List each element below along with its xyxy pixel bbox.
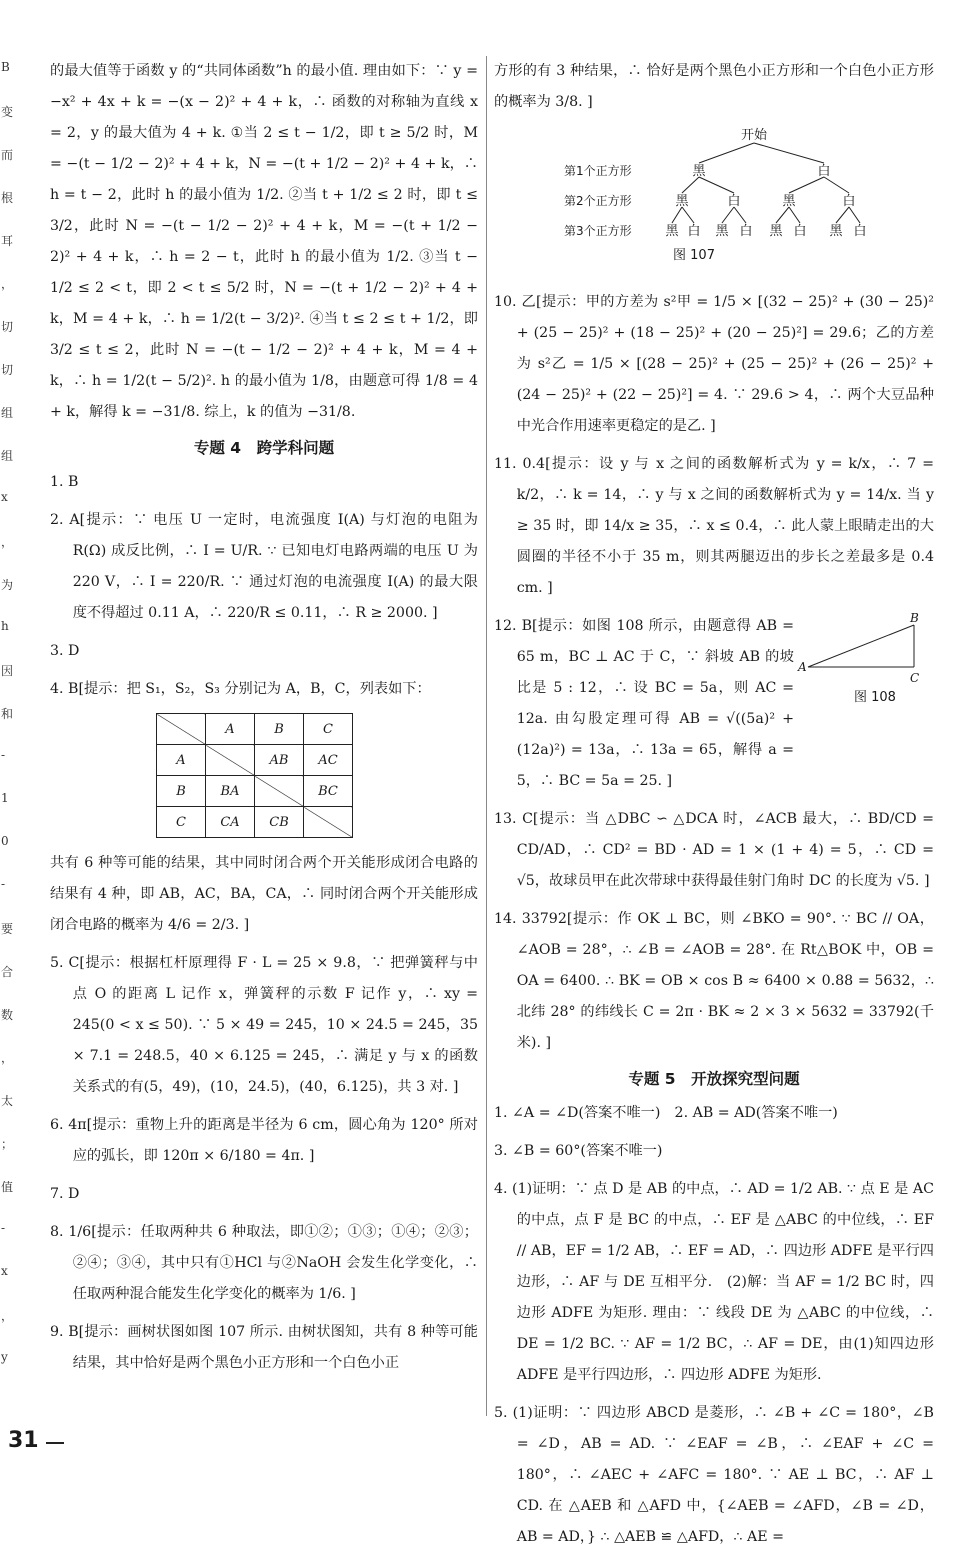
tree-diagram-figure-107 [494, 125, 934, 279]
right-column [494, 56, 934, 1545]
tree-leaf: 白 [853, 224, 867, 239]
tree-leaf: 黑 [769, 224, 783, 239]
table-cell: A [157, 745, 206, 776]
table-cell: B [157, 776, 206, 807]
tree-node: 黑 [782, 194, 796, 209]
edge-char: ， [1, 535, 14, 549]
edge-char: 切 [1, 320, 14, 334]
table-cell: CA [206, 807, 255, 838]
page-number: 31 [8, 1428, 39, 1453]
table-cell: AB [255, 745, 304, 776]
edge-char: 因 [1, 664, 14, 678]
table-cell: BC [304, 776, 353, 807]
table-cell: BA [206, 776, 255, 807]
answer-7: 7. D [50, 1186, 80, 1202]
answer-6: 6. 4π[提示：重物上升的距离是半径为 6 cm，圆心角为 120° 所对应的弧长，即 120π × 6/180 = 4π. ] [50, 1117, 478, 1164]
edge-char: 1 [1, 791, 9, 805]
answer-3: 3. D [50, 643, 80, 659]
answer-9: 9. B[提示：画树状图如图 107 所示. 由树状图知，共有 8 种等可能结果，其中恰好是两个黑色小正方形和一个白色小正 [50, 1324, 478, 1371]
table-header-cell: A [206, 714, 255, 745]
edge-char: ； [1, 1137, 14, 1151]
tree-node: 白 [817, 164, 831, 179]
edge-char: x [1, 1264, 8, 1278]
table-header-cell: B [255, 714, 304, 745]
answer-8: 8. 1/6[提示：任取两种共 6 种取法，即①②；①③；①④；②③；②④；③④，其中只有①HCl 与②NaOH 会发生化学变化，∴ 任取两种混合能发生化学变化的概率为 1/6. ] [50, 1224, 478, 1302]
table-cell [304, 807, 353, 838]
edge-char: 合 [1, 965, 14, 979]
answer-11: 11. 0.4[提示：设 y 与 x 之间的函数解析式为 y = k/x，∴ 7 = k/2，∴ k = 14，∴ y 与 x 之间的函数解析式为 y = 14/x. 当 y ≥ 35 时，即 14/x ≥ 35，∴ x ≤ 0.4，∴ 此人蒙上眼睛走出的大圆圈的半径不小于 35 m，则其两腿迈出的步长之差最多是 0.4 cm. ] [494, 456, 934, 596]
tree-start-label: 开始 [740, 128, 768, 143]
edge-char: 要 [1, 922, 14, 936]
table-header-cell: C [304, 714, 353, 745]
edge-char: ， [1, 1051, 14, 1065]
tree-node: 黑 [675, 194, 689, 209]
answer-12-block [494, 611, 934, 804]
answer-4-continued: 共有 6 种等可能的结果，其中同时闭合两个开关能形成闭合电路的结果有 4 种，即 AB，AC，BA，CA，∴ 同时闭合两个开关能形成闭合电路的概率为 4/6 = 2/3. ] [50, 855, 478, 933]
figure-108-caption: 图 108 [854, 690, 896, 705]
table-cell [206, 745, 255, 776]
left-column [50, 56, 478, 1426]
table-cell: C [157, 807, 206, 838]
tree-leaf: 黑 [665, 224, 679, 239]
edge-char: 组 [1, 406, 14, 420]
answers-1-2: 1. ∠A = ∠D(答案不唯一) 2. AB = AD(答案不唯一) [494, 1105, 838, 1121]
edge-char: x [1, 490, 8, 504]
point-c-label: C [910, 671, 920, 685]
continued-solution: 的最大值等于函数 y 的“共同体函数”h 的最小值. 理由如下：∵ y = −x² + 4x + k = −(x − 2)² + 4 + k，∴ 函数的对称轴为直线 x = 2，y 的最大值为 4 + k. ①当 2 ≤ t − 1/2，即 t ≥ 5/2 时，M = −(t − 1/2 − 2)² + 4 + k，N = −(t + 1/2 − 2)² + 4 + k，∴ h = t − 2，此时 h 的最小值为 1/2. ②当 t + 1/2 ≤ 2 时，即 t ≤ 3/2，此时 N = −(t − 1/2 − 2)² + 4 + k，M = −(t + 1/2 − 2)² + 4 + k，∴ h = 2 − t，此时 h 的最小值为 1/2. ③当 t − 1/2 ≤ 2 < t，即 2 < t ≤ 5/2 时，N = −(t + 1/2 − 2)² + 4 + k，M = 4 + k，∴ h = 1/2(t − 3/2)². ④当 t ≤ 2 ≤ t + 1/2，即 3/2 ≤ t ≤ 2，此时 N = −(t − 1/2 − 2)² + 4 + k，M = 4 + k，∴ h = 1/2(t − 5/2)². h 的最小值为 1/8，由题意可得 1/8 = 4 + k，解得 k = −31/8. 综上，k 的值为 −31/8. [50, 63, 478, 420]
answer-10: 10. 乙[提示：甲的方差为 s²甲 = 1/5 × [(32 − 25)² + (30 − 25)² + (25 − 25)² + (18 − 25)² + (20 − 25)²] = 29.6；乙的方差为 s²乙 = 1/5 × [(28 − 25)² + (25 − 25)² + (26 − 25)² + (24 − 25)² + (22 − 25)²] = 4. ∵ 29.6 > 4，∴ 两个大豆品种中光合作用速率更稳定的是乙. ] [494, 294, 934, 434]
answer-2: 2. A[提示：∵ 电压 U 一定时，电流强度 I(A) 与灯泡的电阻为 R(Ω) 成反比例，∴ I = U/R. ∵ 已知电灯电路两端的电压 U 为 220 V，∴ I = 220/R. ∵ 通过灯泡的电流强度 I(A) 的最大限度不得超过 0.11 A，∴ 220/R ≤ 0.11，∴ R ≥ 2000. ] [50, 512, 478, 621]
answer-14: 14. 33792[提示：作 OK ⊥ BC，则 ∠BKO = 90°. ∵ BC // OA，∠AOB = 28°，∴ ∠B = ∠AOB = 28°. 在 Rt△BOK 中，OB = OA = 6400. ∴ BK = OB × cos B ≈ 6400 × 0.88 = 5632，∴ 北纬 28° 的纬线长 C = 2π · BK ≈ 2 × 3 × 5632 = 33792(千米). ] [494, 911, 934, 1051]
tree-leaf: 白 [739, 224, 753, 239]
table-cell: CB [255, 807, 304, 838]
tree-leaf: 黑 [715, 224, 729, 239]
edge-char: 变 [1, 105, 14, 119]
point-a-label: A [798, 660, 807, 674]
table-row [157, 714, 353, 745]
table-row [157, 807, 353, 838]
edge-char: - [1, 748, 6, 762]
answer-13: 13. C[提示：当 △DBC ∽ △DCA 时，∠ACB 最大，∴ BD/CD = CD/AD，∴ CD² = BD · AD = 1 × (1 + 4) = 5，∴ CD = √5，故球员甲在此次带球中获得最佳射门角时 DC 的长度为 √5. ] [494, 811, 934, 889]
section-5-title: 专题 5 开放探究型问题 [628, 1070, 800, 1088]
edge-char: 根 [1, 191, 14, 205]
tree-leaf: 白 [687, 224, 701, 239]
answer-12: 12. B[提示：如图 108 所示，由题意得 AB = 65 m，BC ⊥ AC 于 C，∵ 斜坡 AB 的坡比是 5 : 12，∴ 设 BC = 5a，则 AC = 12a. 由勾股定理可得 AB = √((5a)² + (12a)²) = 13a，∴ 13a = 65，解得 a = 5，∴ BC = 5a = 25. ] [494, 618, 794, 789]
edge-char: 为 [1, 578, 14, 592]
point-b-label: B [910, 611, 919, 625]
edge-char: 值 [1, 1180, 14, 1194]
edge-char: ， [1, 277, 14, 291]
tree-node: 白 [842, 194, 856, 209]
table-cell: AC [304, 745, 353, 776]
answer-9-continued: 方形的有 3 种结果，∴ 恰好是两个黑色小正方形和一个白色小正方形的概率为 3/8. ] [494, 63, 934, 110]
tree-node: 白 [727, 194, 741, 209]
edge-char: y [1, 1350, 8, 1364]
answer-1: 1. B [50, 474, 79, 490]
tree-row-label: 第1个正方形 [564, 164, 632, 178]
edge-char: 和 [1, 707, 14, 721]
answer-3-section5: 3. ∠B = 60°(答案不唯一) [494, 1143, 663, 1159]
edge-char: - [1, 877, 6, 891]
edge-char: 数 [1, 1008, 14, 1022]
edge-char: 组 [1, 449, 14, 463]
tree-node: 黑 [692, 164, 706, 179]
table-row [157, 776, 353, 807]
tree-diagram [494, 125, 934, 275]
edge-char: 0 [1, 834, 9, 848]
column-divider [486, 56, 487, 1416]
left-edge-cut-text [0, 60, 14, 1400]
answer-4-section5: 4. (1)证明：∵ 点 D 是 AB 的中点，∴ AD = 1/2 AB. ∵ 点 E 是 AC 的中点，点 F 是 BC 的中点，∴ EF 是 △ABC 的中位线，∴ EF // AB，EF = 1/2 AB，∴ EF = AD，∴ 四边形 ADFE 是平行四边形，∴ AF 与 DE 互相平分. (2)解：当 AF = 1/2 BC 时，四边形 ADFE 为矩形. 理由：∵ 线段 DE 为 △ABC 的中位线，∴ DE = 1/2 BC. ∵ AF = 1/2 BC，∴ AF = DE，由(1)知四边形 ADFE 是平行四边形，∴ 四边形 ADFE 为矩形. [494, 1181, 934, 1383]
edge-char: 切 [1, 363, 14, 377]
answer-5: 5. C[提示：根据杠杆原理得 F · L = 25 × 9.8，∵ 把弹簧秤与中点 O 的距离 L 记作 x，弹簧秤的示数 F 记作 y，∴ xy = 245(0 < x ≤ 50). ∵ 5 × 49 = 245，10 × 24.5 = 245，35 × 7.1 = 248.5，40 × 6.125 = 245，∴ 满足 y 与 x 的函数关系式的有(5，49)，(10，24.5)，(40，6.125)，共 3 对. ] [50, 955, 478, 1095]
edge-char: ， [1, 1309, 14, 1323]
table-corner-cell [157, 714, 206, 745]
edge-char: B [1, 60, 10, 74]
edge-char: 而 [1, 148, 14, 162]
answer-4: 4. B[提示：把 S₁，S₂，S₃ 分别记为 A，B，C，列表如下： [50, 681, 431, 697]
table-row [157, 745, 353, 776]
page-number-rule [46, 1442, 64, 1444]
edge-char: 耳 [1, 234, 14, 248]
answer-5-section5: 5. (1)证明：∵ 四边形 ABCD 是菱形，∴ ∠B + ∠C = 180°，∠B = ∠D，AB = AD. ∵ ∠EAF = ∠B，∴ ∠EAF + ∠C = 180°，∴ ∠AEC + ∠AFC = 180°. ∵ AE ⊥ BC，∴ AF ⊥ CD. 在 △AEB 和 △AFD 中，{∠AEB = ∠AFD，∠B = ∠D，AB = AD，} ∴ △AEB ≌ △AFD，∴ AE = [494, 1405, 934, 1545]
slope-triangle-figure-108 [794, 611, 934, 711]
edge-char: - [1, 1221, 6, 1235]
tree-row-label: 第2个正方形 [564, 194, 632, 208]
tree-row-label: 第3个正方形 [564, 224, 632, 238]
figure-107-caption: 图 107 [673, 248, 715, 263]
table-cell [255, 776, 304, 807]
section-4-title: 专题 4 跨学科问题 [193, 439, 335, 457]
tree-leaf: 白 [793, 224, 807, 239]
edge-char: h [1, 619, 9, 633]
switch-combination-table [156, 713, 353, 838]
tree-leaf: 黑 [829, 224, 843, 239]
edge-char: 太 [1, 1094, 14, 1108]
